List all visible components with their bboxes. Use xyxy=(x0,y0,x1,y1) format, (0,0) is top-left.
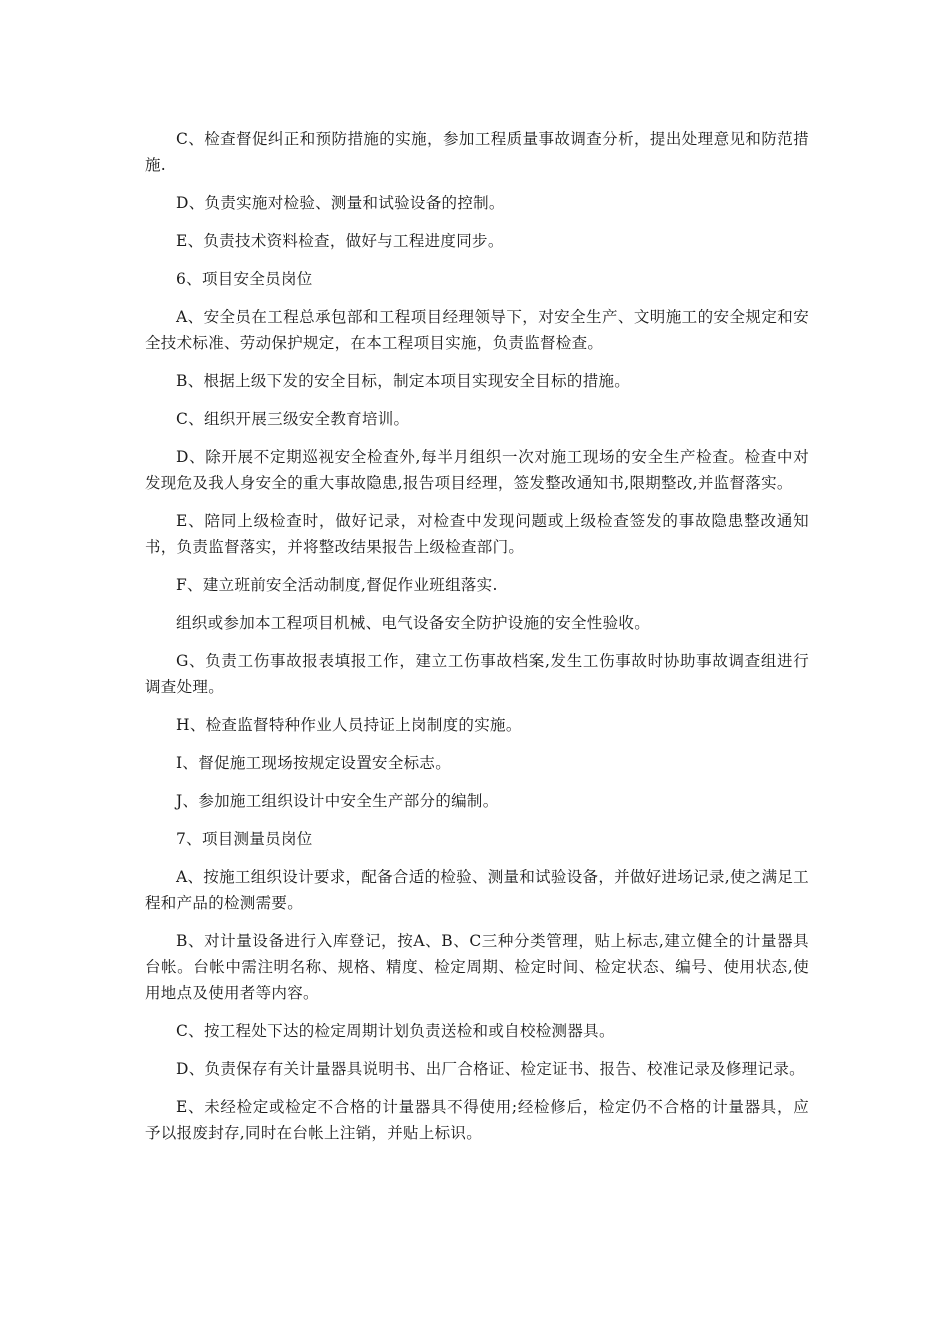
section-heading-surveyor: 7、项目测量员岗位 xyxy=(176,830,313,848)
paragraph-f-pre-shift-safety: F、建立班前安全活动制度,督促作业班组落实. xyxy=(176,576,498,594)
section-heading-safety-officer: 6、项目安全员岗位 xyxy=(176,270,313,288)
paragraph-a-equipment-provision: A、按施工组织设计要求，配备合适的检验、测量和试验设备，并做好进场记录,使之满足工程和产品的检测需要。 xyxy=(145,868,809,912)
paragraph-equipment-acceptance: 组织或参加本工程项目机械、电气设备安全防护设施的安全性验收。 xyxy=(176,614,651,632)
paragraph-d-equipment-control: D、负责实施对检验、测量和试验设备的控制。 xyxy=(176,194,505,212)
paragraph-c-safety-training: C、组织开展三级安全教育培训。 xyxy=(176,410,410,428)
paragraph-e-technical-records: E、负责技术资料检查，做好与工程进度同步。 xyxy=(176,232,504,250)
paragraph-e-accompany-inspection: E、陪同上级检查时，做好记录，对检查中发现问题或上级检查签发的事故隐患整改通知书，负责监督落实，并将整改结果报告上级检查部门。 xyxy=(145,512,809,556)
paragraph-e-unqualified-equipment: E、未经检定或检定不合格的计量器具不得使用;经检修后，检定仍不合格的计量器具，应予以报废封存,同时在台帐上注销，并贴上标识。 xyxy=(145,1098,809,1142)
paragraph-d-site-inspection: D、除开展不定期巡视安全检查外,每半月组织一次对施工现场的安全生产检查。检查中对发现危及我人身安全的重大事故隐患,报告项目经理，签发整改通知书,限期整改,并监督落实。 xyxy=(145,448,809,492)
document-body xyxy=(145,126,809,1158)
paragraph-i-safety-signs: I、督促施工现场按规定设置安全标志。 xyxy=(176,754,452,772)
paragraph-d-documentation: D、负责保存有关计量器具说明书、出厂合格证、检定证书、报告、校准记录及修理记录。 xyxy=(176,1060,805,1078)
paragraph-b-equipment-registry: B、对计量设备进行入库登记，按A、B、C三种分类管理，贴上标志,建立健全的计量器具台帐。台帐中需注明名称、规格、精度、检定周期、检定时间、检定状态、编号、使用状态,使用地点及使用者等内容。 xyxy=(145,932,809,1002)
paragraph-c-calibration-schedule: C、按工程处下达的检定周期计划负责送检和或自校检测器具。 xyxy=(176,1022,615,1040)
paragraph-j-safety-design: J、参加施工组织设计中安全生产部分的编制。 xyxy=(176,792,499,810)
paragraph-b-safety-targets: B、根据上级下发的安全目标，制定本项目实现安全目标的措施。 xyxy=(176,372,631,390)
paragraph-h-certified-operators: H、检查监督特种作业人员持证上岗制度的实施。 xyxy=(176,716,522,734)
paragraph-c-corrective-measures: C、检查督促纠正和预防措施的实施，参加工程质量事故调查分析，提出处理意见和防范措施. xyxy=(145,130,809,174)
paragraph-a-safety-supervision: A、安全员在工程总承包部和工程项目经理领导下，对安全生产、文明施工的安全规定和安全技术标准、劳动保护规定，在本工程项目实施，负责监督检查。 xyxy=(145,308,809,352)
paragraph-g-injury-reporting: G、负责工伤事故报表填报工作，建立工伤事故档案,发生工伤事故时协助事故调查组进行调查处理。 xyxy=(145,652,809,696)
